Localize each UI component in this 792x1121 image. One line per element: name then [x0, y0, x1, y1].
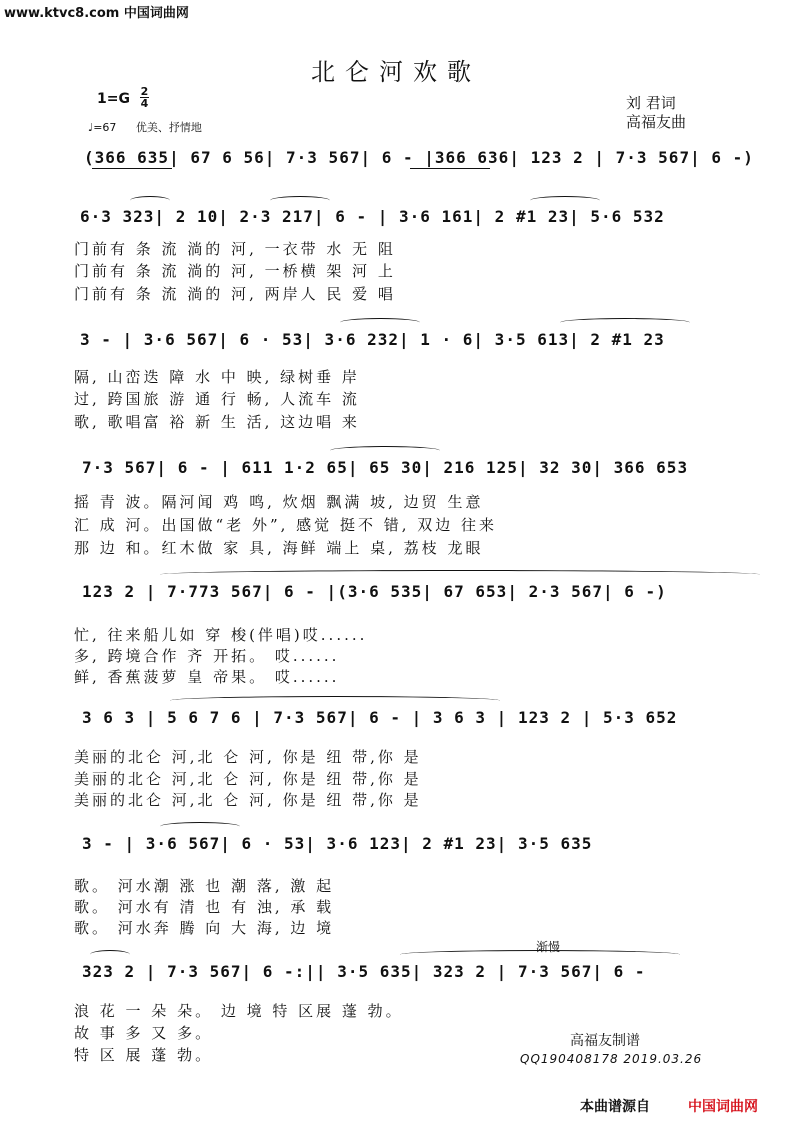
notation-row-7: 3 - | 3·6 567| 6 · 53| 3·6 123| 2 #1 23| 3·5 635 [82, 834, 593, 853]
notation-row-6: 3 6 3 | 5 6 7 6 | 7·3 567| 6 - | 3 6 3 | 123 2 | 5·3 652 [82, 708, 678, 727]
lyric-row-8-verse-3: 特 区 展 蓬 勃。 [74, 1046, 214, 1064]
slur-mark [400, 950, 680, 959]
lyric-row-5-verse-2: 多, 跨境合作 齐 开拓。 哎...... [74, 647, 340, 665]
lyric-row-4-verse-1: 摇 青 波。隔河闻 鸡 鸣, 炊烟 飘满 坡, 边贸 生意 [74, 493, 484, 511]
lyric-row-3-verse-1: 隔, 山峦迭 障 水 中 映, 绿树垂 岸 [74, 368, 360, 386]
lyric-row-6-verse-3: 美丽的北仑 河,北 仑 河, 你是 纽 带,你 是 [74, 791, 422, 809]
slur-mark [270, 196, 330, 205]
tempo-mark: ♩=67 [88, 121, 117, 134]
lyric-row-6-verse-1: 美丽的北仑 河,北 仑 河, 你是 纽 带,你 是 [74, 748, 422, 766]
slur-mark [330, 446, 440, 455]
lyricist-credit: 刘 君词 [626, 94, 676, 112]
style-mark: 优美、抒情地 [135, 121, 202, 134]
footer-site-name: 中国词曲网 [688, 1099, 758, 1115]
notation-row-3: 3 - | 3·6 567| 6 · 53| 3·6 232| 1 · 6| 3·5 613| 2 #1 23 [80, 330, 665, 349]
lyric-row-7-verse-3: 歌。 河水奔 腾 向 大 海, 边 境 [74, 919, 335, 937]
meter-bottom: 4 [140, 97, 149, 110]
lyric-row-7-verse-1: 歌。 河水潮 涨 也 潮 落, 激 起 [74, 877, 335, 895]
slur-mark [90, 950, 130, 959]
notation-row-5: 123 2 | 7·773 567| 6 - |(3·6 535| 67 653| 2·3 567| 6 -) [82, 582, 667, 601]
notation-row-2: 6·3 323| 2 10| 2·3 217| 6 - | 3·6 161| 2 #1 23| 5·6 532 [80, 207, 665, 226]
footer-source-label: 本曲谱源自 [580, 1099, 650, 1115]
lyric-row-2-verse-2: 门前有 条 流 淌的 河, 一桥横 架 河 上 [74, 262, 396, 280]
lyric-row-5-verse-3: 鲜, 香蕉菠萝 皇 帝果。 哎...... [74, 668, 340, 686]
lyric-row-4-verse-3: 那 边 和。红木做 家 具, 海鲜 端上 桌, 荔枝 龙眼 [74, 539, 484, 557]
site-url-header [4, 2, 189, 21]
slur-mark [170, 696, 500, 705]
lyric-row-8-verse-2: 故 事 多 又 多。 [74, 1024, 214, 1042]
lyric-row-8-verse-1: 浪 花 一 朵 朵。 边 境 特 区展 蓬 勃。 [74, 1002, 404, 1020]
time-signature [140, 86, 149, 109]
tempo-line [88, 119, 202, 135]
key-signature: 1=G [97, 91, 130, 107]
slur-mark [160, 570, 760, 579]
lyric-row-5-verse-1: 忙, 往来船儿如 穿 梭(伴唱)哎...... [74, 626, 368, 644]
beam-line [92, 168, 172, 169]
song-title: 北仑河欢歌 [311, 58, 481, 86]
composer-credit: 高福友曲 [626, 113, 687, 131]
transcriber-credit: 高福友制谱 [570, 1033, 640, 1049]
qq-and-date: QQ190408178 2019.03.26 [520, 1052, 703, 1066]
slur-mark [560, 318, 690, 327]
notation-row-1: (366 635| 67 6 56| 7·3 567| 6 - |366 636| 123 2 | 7·3 567| 6 -) [84, 148, 754, 167]
slur-mark [160, 822, 240, 831]
slur-mark [530, 196, 600, 205]
lyric-row-7-verse-2: 歌。 河水有 清 也 有 浊, 承 载 [74, 898, 335, 916]
lyric-row-3-verse-3: 歌, 歌唱富 裕 新 生 活, 这边唱 来 [74, 413, 360, 431]
slur-mark [340, 318, 420, 327]
meter-top: 2 [140, 85, 149, 98]
slur-mark [130, 196, 170, 205]
beam-line [410, 168, 490, 169]
notation-row-8: 323 2 | 7·3 567| 6 -:|| 3·5 635| 323 2 | 7·3 567| 6 - [82, 962, 646, 981]
notation-row-4: 7·3 567| 6 - | 611 1·2 65| 65 30| 216 125| 32 30| 366 653 [82, 458, 689, 477]
lyric-row-4-verse-2: 汇 成 河。出国做“老 外”, 感觉 挺不 错, 双边 往来 [74, 516, 498, 534]
gradual-slow-mark: 渐慢 [536, 940, 561, 954]
site-url: www.ktvc8.com [4, 6, 120, 21]
lyric-row-6-verse-2: 美丽的北仑 河,北 仑 河, 你是 纽 带,你 是 [74, 770, 422, 788]
lyric-row-2-verse-1: 门前有 条 流 淌的 河, 一衣带 水 无 阻 [74, 240, 396, 258]
lyric-row-2-verse-3: 门前有 条 流 淌的 河, 两岸人 民 爱 唱 [74, 285, 396, 303]
lyric-row-3-verse-2: 过, 跨国旅 游 通 行 畅, 人流车 流 [74, 390, 360, 408]
site-name: 中国词曲网 [123, 6, 189, 21]
